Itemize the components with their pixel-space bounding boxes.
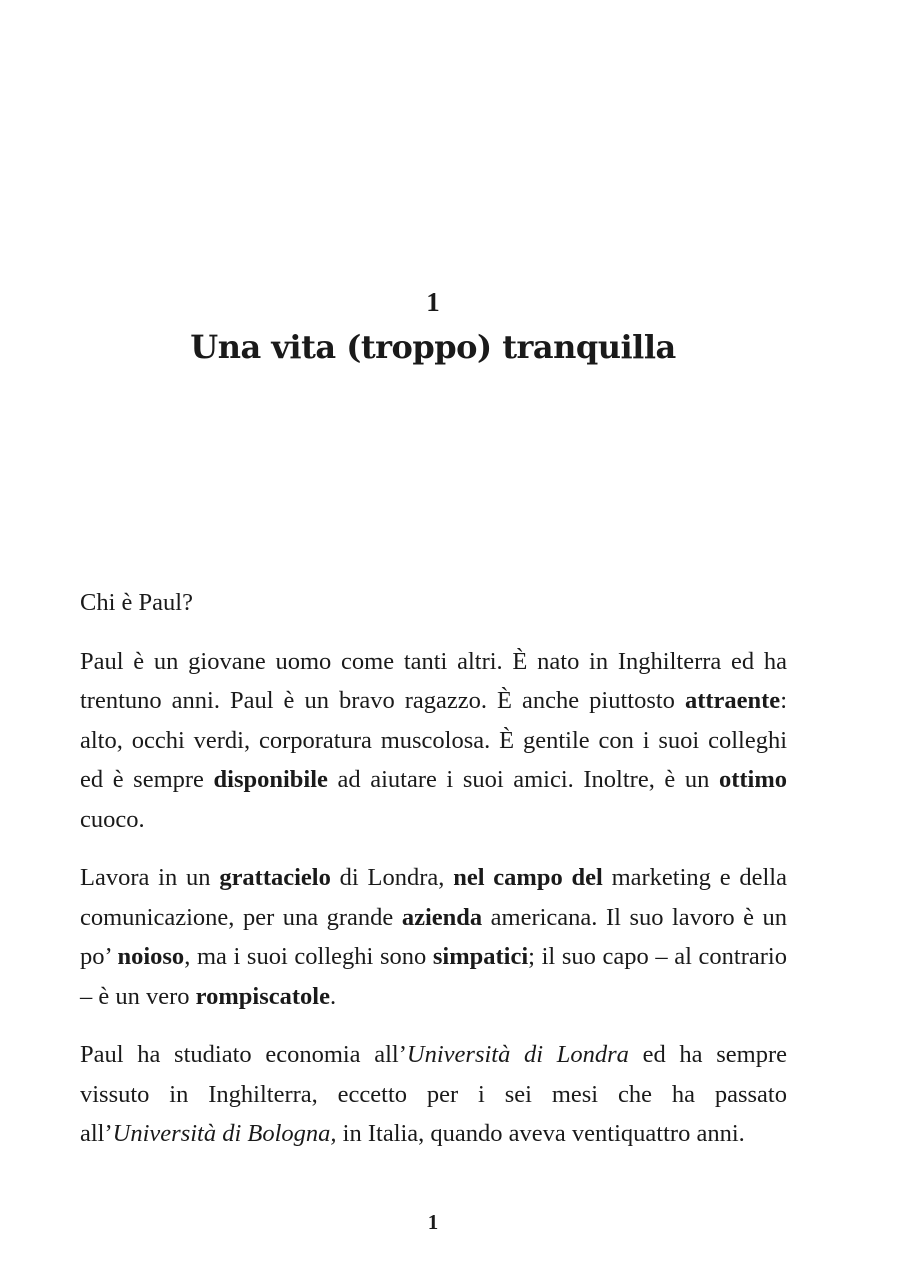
text-segment: Paul è un giovane uomo come tanti altri. È nato in Inghilterra ed ha trentuno anni. Paul è un bravo ragazzo. È anche piuttosto: [80, 647, 787, 714]
text-segment: marketing e della comunicazione, per una grande: [80, 864, 787, 931]
vocab-term: nel campo del: [453, 864, 603, 891]
text-segment: ; il suo capo – al contrario – è un vero: [80, 943, 787, 1010]
vocab-term: grattacielo: [219, 864, 331, 891]
text-segment: .: [329, 982, 337, 1010]
chapter-body: [80, 583, 787, 1173]
paragraph-intro: [80, 642, 787, 840]
vocab-term: noioso: [117, 943, 185, 970]
paragraph-study: [80, 1035, 787, 1154]
text-segment: , ma i suoi colleghi sono: [184, 943, 433, 970]
text-segment: : alto, occhi verdi, corporatura muscolosa. È gentile con i suoi colleghi ed è sempre: [80, 687, 787, 793]
text-segment: Paul ha studiato economia all’: [80, 1041, 407, 1068]
text-segment: ed ha sempre vissuto in Inghilterra, eccetto per i sei mesi che ha passato all’: [80, 1041, 787, 1147]
text-segment: Chi è Paul?: [80, 589, 193, 616]
vocab-term: attraente: [684, 687, 781, 714]
text-segment: di Londra,: [330, 864, 454, 891]
text-segment: Lavora in un: [80, 864, 220, 891]
institution-name: Università di Bologna,: [112, 1120, 337, 1147]
text-segment: americana. Il suo lavoro è un po’: [80, 903, 788, 970]
text-segment: ad aiutare i suoi amici. Inoltre, è un: [327, 766, 719, 793]
institution-name: Università di Londra: [406, 1041, 629, 1068]
vocab-term: ottimo: [718, 766, 787, 793]
vocab-term: rompiscatole: [195, 982, 330, 1010]
vocab-term: azienda: [401, 903, 483, 931]
vocab-term: disponibile: [213, 766, 328, 793]
vocab-term: simpatici: [432, 943, 529, 970]
paragraph-question: [80, 583, 787, 623]
paragraph-work: [80, 858, 787, 1016]
text-segment: in Italia, quando aveva ventiquattro anni.: [336, 1120, 745, 1147]
page-number: 1: [427, 1210, 439, 1234]
chapter-number: 1: [426, 287, 440, 317]
chapter-title: Una vita (troppo) tranquilla: [190, 328, 676, 366]
text-segment: cuoco.: [80, 805, 145, 833]
